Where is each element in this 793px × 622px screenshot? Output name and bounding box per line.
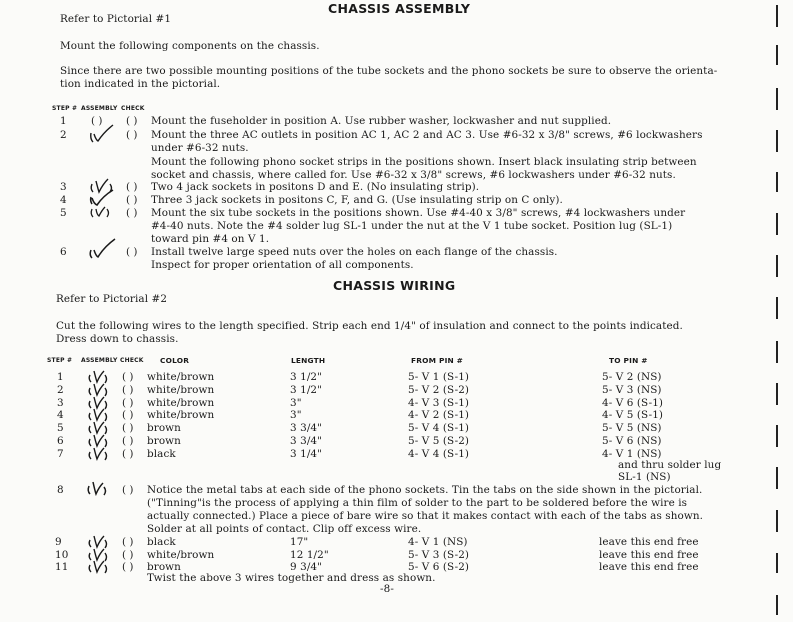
wire-from-pin: 5- V 3 (S-2) xyxy=(408,548,470,561)
wire-to-pin: 5- V 3 (NS) xyxy=(602,383,662,396)
wire-step-number: 1 xyxy=(57,371,64,383)
wire-length: 12 1/2" xyxy=(290,548,329,561)
check-box[interactable]: ( ) xyxy=(126,246,138,258)
margin-bar xyxy=(776,255,778,277)
margin-bar xyxy=(776,467,778,489)
wire-color: white/brown xyxy=(147,383,215,396)
step-number: 8 xyxy=(57,484,64,496)
check-box[interactable]: ( ) xyxy=(122,447,134,460)
wire-from-pin: 4- V 1 (NS) xyxy=(408,536,468,548)
step-number: 4 xyxy=(60,194,67,206)
wire-color: black xyxy=(147,536,176,548)
step-text: under #6-32 nuts. xyxy=(151,142,249,154)
margin-bar xyxy=(776,595,778,615)
twist-note: Twist the above 3 wires together and dress as shown. xyxy=(147,572,436,584)
row7-extra-line1: and thru solder lug xyxy=(618,459,722,471)
assembly-title: CHASSIS ASSEMBLY xyxy=(328,1,471,16)
checkmark-icon xyxy=(88,238,118,260)
wire-length: 3 1/2" xyxy=(290,383,323,396)
margin-bar xyxy=(776,383,778,405)
wiring-title: CHASSIS WIRING xyxy=(333,278,456,293)
check-box[interactable]: ( ) xyxy=(122,422,134,435)
check-box[interactable]: ( ) xyxy=(122,484,134,496)
wiring-header-check: CHECK xyxy=(120,357,144,364)
step-text: Mount the following phono socket strips in the positions shown. Insert black insulating strip between xyxy=(151,156,697,168)
wire-from-pin: 5- V 2 (S-2) xyxy=(408,383,470,396)
wire-from-pin: 4- V 4 (S-1) xyxy=(408,447,470,460)
check-box[interactable]: ( ) xyxy=(122,383,134,396)
wire-length: 3 1/4" xyxy=(290,447,323,460)
margin-bar xyxy=(776,341,778,363)
assembly-note-line1: Since there are two possible mounting positions of the tube sockets and the phono sockets be sure to observe the orienta- xyxy=(60,65,718,77)
wire-from-pin: 5- V 5 (S-2) xyxy=(408,435,470,447)
check-box[interactable]: ( ) xyxy=(122,561,134,573)
wire-to-pin: 4- V 1 (NS) xyxy=(602,447,662,460)
step-text: ("Tinning"is the process of applying a thin film of solder to the part to be soldered before the wire is xyxy=(147,497,688,509)
wire-to-pin: 5- V 5 (NS) xyxy=(602,422,662,435)
wire-step-number: 9 xyxy=(55,536,62,548)
assembly-note-line2: tion indicated in the pictorial. xyxy=(60,78,221,90)
wire-color: white/brown xyxy=(147,409,215,422)
wire-color: black xyxy=(147,447,176,460)
wire-color: white/brown xyxy=(147,396,215,409)
checkmark-icon xyxy=(85,478,111,498)
step-text: toward pin #4 on V 1. xyxy=(151,233,270,245)
wiring-header-step: STEP # xyxy=(47,357,73,364)
step-text: #4-40 nuts. Note the #4 solder lug SL-1 under the nut at the V 1 tube socket. Position lug (SL-1) xyxy=(151,220,673,232)
margin-bar xyxy=(776,172,778,192)
assembly-header-check: CHECK xyxy=(121,105,145,112)
check-box[interactable]: ( ) xyxy=(126,181,138,193)
step-number: 1 xyxy=(60,115,67,127)
margin-bar xyxy=(776,510,778,532)
margin-bar xyxy=(776,130,778,152)
wire-color: white/brown xyxy=(147,548,215,561)
assembly-header-step: STEP # xyxy=(52,105,78,112)
margin-bar xyxy=(776,553,778,573)
wire-length: 3" xyxy=(290,409,302,422)
step-text: Mount the fuseholder in position A. Use rubber washer, lockwasher and nut supplied. xyxy=(151,115,612,127)
step-text: Solder at all points of contact. Clip off excess wire. xyxy=(147,523,422,535)
step-text: Three 3 jack sockets in positons C, F, and G. (Use insulating strip on C only). xyxy=(151,194,563,206)
checkmark-icon xyxy=(88,124,116,144)
wire-to-pin: leave this end free xyxy=(599,561,699,573)
step-text: Mount the three AC outlets in position AC 1, AC 2 and AC 3. Use #6-32 x 3/8" screws, #6 lockwashers xyxy=(151,129,703,141)
wire-length: 3 3/4" xyxy=(290,435,323,447)
assembly-mark: ( ) xyxy=(91,115,103,127)
wire-to-pin: leave this end free xyxy=(599,536,699,548)
step-text: actually connected.) Place a piece of bare wire so that it makes contact with each of the tabs as shown. xyxy=(147,510,704,522)
wire-to-pin: leave this end free xyxy=(599,548,699,561)
wiring-header-length: LENGTH xyxy=(291,356,326,365)
check-box[interactable]: ( ) xyxy=(126,129,138,141)
step-text: Mount the six tube sockets in the positions shown. Use #4-40 x 3/8" screws, #4 lockwashers under xyxy=(151,207,686,219)
wire-length: 17" xyxy=(290,536,309,548)
wiring-refer: Refer to Pictorial #2 xyxy=(56,293,168,305)
wire-step-number: 11 xyxy=(55,561,69,573)
row7-extra-line2: SL-1 (NS) xyxy=(618,471,671,483)
wire-color: brown xyxy=(147,561,181,573)
check-box[interactable]: ( ) xyxy=(122,435,134,447)
wire-to-pin: 5- V 6 (NS) xyxy=(602,435,662,447)
margin-bar xyxy=(776,213,778,235)
step-number: 3 xyxy=(60,181,67,193)
wiring-intro-line2: Dress down to chassis. xyxy=(56,333,179,345)
check-box[interactable]: ( ) xyxy=(126,194,138,206)
check-box[interactable]: ( ) xyxy=(126,207,138,219)
step-text: Notice the metal tabs at each side of the phono sockets. Tin the tabs on the side shown in the pictorial. xyxy=(147,484,703,496)
wire-from-pin: 5- V 4 (S-1) xyxy=(408,422,470,435)
step-text: Inspect for proper orientation of all components. xyxy=(151,259,414,271)
step-text: Two 4 jack sockets in positons D and E. (No insulating strip). xyxy=(151,181,480,193)
wire-step-number: 2 xyxy=(57,383,64,396)
wire-to-pin: 5- V 2 (NS) xyxy=(602,371,662,383)
check-box[interactable]: ( ) xyxy=(122,371,134,383)
page-number: -8- xyxy=(380,583,394,595)
check-box[interactable]: ( ) xyxy=(122,396,134,409)
margin-bar xyxy=(776,88,778,110)
checkmark-icon xyxy=(88,201,116,221)
wire-length: 3" xyxy=(290,396,302,409)
margin-bar xyxy=(776,45,778,65)
wire-color: brown xyxy=(147,435,181,447)
wire-length: 3 1/2" xyxy=(290,371,323,383)
wire-from-pin: 4- V 3 (S-1) xyxy=(408,396,470,409)
wire-length: 3 3/4" xyxy=(290,422,323,435)
assembly-intro: Mount the following components on the chassis. xyxy=(60,40,320,52)
wiring-header-from: FROM PIN # xyxy=(411,356,464,365)
margin-bar xyxy=(776,5,778,27)
check-box[interactable]: ( ) xyxy=(122,548,134,561)
assembly-header-assembly: ASSEMBLY xyxy=(81,105,118,112)
step-text: Install twelve large speed nuts over the holes on each flange of the chassis. xyxy=(151,246,558,258)
margin-bar xyxy=(776,297,778,319)
wire-step-number: 10 xyxy=(55,548,69,561)
wire-step-number: 6 xyxy=(57,435,64,447)
wire-step-number: 3 xyxy=(57,396,64,409)
wire-from-pin: 5- V 1 (S-1) xyxy=(408,371,470,383)
wire-step-number: 7 xyxy=(57,447,64,460)
checkmark-icon xyxy=(86,557,110,575)
wire-to-pin: 4- V 5 (S-1) xyxy=(602,409,664,422)
wire-from-pin: 4- V 2 (S-1) xyxy=(408,409,470,422)
wire-step-number: 5 xyxy=(57,422,64,435)
wiring-header-to: TO PIN # xyxy=(609,356,648,365)
wiring-header-color: COLOR xyxy=(160,356,190,365)
wire-step-number: 4 xyxy=(57,409,64,422)
wiring-intro-line1: Cut the following wires to the length specified. Strip each end 1/4" of insulation and connect to the points indicated. xyxy=(56,320,683,332)
wire-length: 9 3/4" xyxy=(290,561,323,573)
wire-to-pin: 4- V 6 (S-1) xyxy=(602,396,664,409)
step-number: 5 xyxy=(60,207,67,219)
wiring-header-assembly: ASSEMBLY xyxy=(81,357,118,364)
step-number: 2 xyxy=(60,129,67,141)
wire-from-pin: 5- V 6 (S-2) xyxy=(408,561,470,573)
assembly-refer: Refer to Pictorial #1 xyxy=(60,13,172,25)
check-box[interactable]: ( ) xyxy=(122,536,134,548)
check-box[interactable]: ( ) xyxy=(122,409,134,422)
step-text: socket and chassis, where called for. Use #6-32 x 3/8" screws, #6 lockwashers under #6-32 nuts. xyxy=(151,169,676,181)
step-number: 6 xyxy=(60,246,67,258)
margin-bar xyxy=(776,425,778,447)
check-box[interactable]: ( ) xyxy=(126,115,138,127)
wire-color: white/brown xyxy=(147,371,215,383)
wire-color: brown xyxy=(147,422,181,435)
checkmark-icon xyxy=(86,444,110,462)
